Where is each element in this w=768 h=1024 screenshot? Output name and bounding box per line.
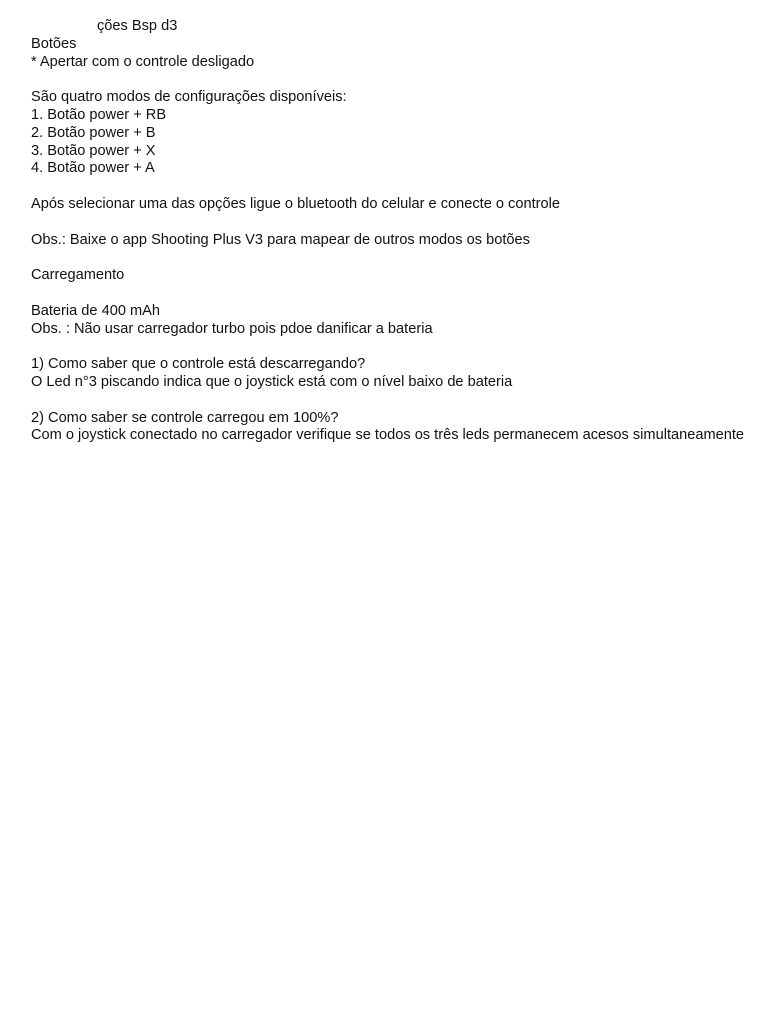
document-page [31,18,751,445]
faq-question: 2) Como saber se controle carregou em 100%? [31,409,339,426]
mode-item: 4. Botão power + A [31,160,155,177]
faq-answer: Com o joystick conectado no carregador verifique se todos os três leds permanecem acesos simultaneamente [31,427,745,444]
app-observation: Obs.: Baixe o app Shooting Plus V3 para mapear de outros modos os botões [31,231,530,248]
charger-observation: Obs. : Não usar carregador turbo pois pdoe danificar a bateria [31,320,433,337]
buttons-heading: Botões [31,35,77,52]
buttons-note: * Apertar com o controle desligado [31,53,255,70]
spacer [31,178,751,196]
spacer [31,249,751,267]
faq-answer: O Led n°3 piscando indica que o joystick está com o nível baixo de bateria [31,373,513,390]
mode-item: 1. Botão power + RB [31,106,167,123]
spacer [31,285,751,303]
battery-spec: Bateria de 400 mAh [31,302,160,319]
mode-item: 3. Botão power + X [31,142,156,159]
faq-question: 1) Como saber que o controle está descarregando? [31,356,366,373]
document-title: ções Bsp d3 [97,18,178,34]
spacer [31,214,751,232]
modes-intro: São quatro modos de configurações disponíveis: [31,89,347,106]
after-select-instruction: Após selecionar uma das opções ligue o bluetooth do celular e conecte o controle [31,195,560,212]
spacer [31,392,751,410]
charging-heading: Carregamento [31,267,125,284]
mode-item: 2. Botão power + B [31,124,156,141]
spacer [31,338,751,356]
spacer [31,71,751,89]
